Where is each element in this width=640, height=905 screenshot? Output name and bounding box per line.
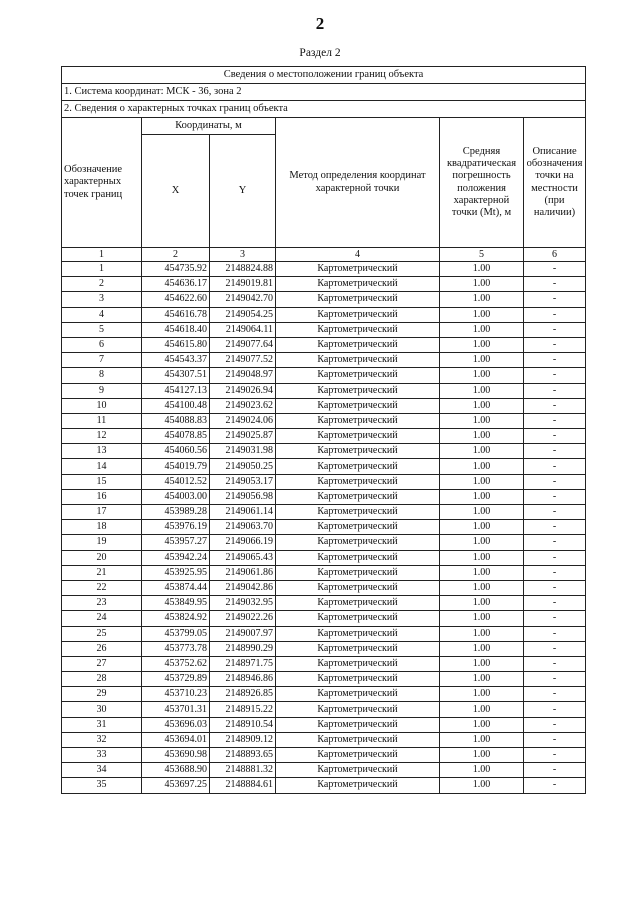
method-cell: Картометрический	[276, 641, 440, 656]
description-cell: -	[524, 656, 586, 671]
point-number-cell: 10	[62, 398, 142, 413]
table-row	[62, 672, 586, 687]
x-coordinate-cell: 454636.17	[142, 277, 210, 292]
description-cell: -	[524, 763, 586, 778]
error-cell: 1.00	[440, 596, 524, 611]
table-row	[62, 550, 586, 565]
x-coordinate-cell: 454078.85	[142, 429, 210, 444]
y-coordinate-cell: 2149054.25	[210, 307, 276, 322]
error-cell: 1.00	[440, 277, 524, 292]
method-cell: Картометрический	[276, 702, 440, 717]
x-coordinate-cell: 453688.90	[142, 763, 210, 778]
point-number-cell: 19	[62, 535, 142, 550]
point-number-cell: 3	[62, 292, 142, 307]
point-number-cell: 30	[62, 702, 142, 717]
x-coordinate-cell: 454543.37	[142, 353, 210, 368]
description-cell: -	[524, 368, 586, 383]
description-cell: -	[524, 322, 586, 337]
y-coordinate-cell: 2148893.65	[210, 748, 276, 763]
description-cell: -	[524, 717, 586, 732]
error-cell: 1.00	[440, 322, 524, 337]
x-coordinate-cell: 453694.01	[142, 732, 210, 747]
method-cell: Картометрический	[276, 565, 440, 580]
error-cell: 1.00	[440, 535, 524, 550]
error-cell: 1.00	[440, 550, 524, 565]
coordinate-system: 1. Система координат: МСК - 36, зона 2	[62, 84, 586, 101]
point-number-cell: 5	[62, 322, 142, 337]
y-coordinate-cell: 2149023.62	[210, 398, 276, 413]
table-row	[62, 429, 586, 444]
error-cell: 1.00	[440, 641, 524, 656]
point-number-cell: 25	[62, 626, 142, 641]
x-coordinate-cell: 454012.52	[142, 474, 210, 489]
description-cell: -	[524, 277, 586, 292]
point-number-cell: 2	[62, 277, 142, 292]
x-coordinate-cell: 453729.89	[142, 672, 210, 687]
error-cell: 1.00	[440, 474, 524, 489]
table-row	[62, 580, 586, 595]
description-cell: -	[524, 641, 586, 656]
table-row	[62, 520, 586, 535]
table-row	[62, 505, 586, 520]
method-cell: Картометрический	[276, 292, 440, 307]
method-cell: Картометрический	[276, 520, 440, 535]
point-number-cell: 28	[62, 672, 142, 687]
error-cell: 1.00	[440, 429, 524, 444]
method-cell: Картометрический	[276, 307, 440, 322]
point-number-cell: 26	[62, 641, 142, 656]
column-number: 3	[210, 248, 276, 262]
point-number-cell: 13	[62, 444, 142, 459]
method-cell: Картометрический	[276, 672, 440, 687]
x-coordinate-cell: 454618.40	[142, 322, 210, 337]
table-row	[62, 535, 586, 550]
y-coordinate-cell: 2149077.52	[210, 353, 276, 368]
point-number-cell: 4	[62, 307, 142, 322]
y-coordinate-cell: 2149050.25	[210, 459, 276, 474]
x-coordinate-cell: 453874.44	[142, 580, 210, 595]
point-number-cell: 12	[62, 429, 142, 444]
description-cell: -	[524, 565, 586, 580]
error-cell: 1.00	[440, 368, 524, 383]
error-cell: 1.00	[440, 398, 524, 413]
table-row	[62, 383, 586, 398]
point-number-cell: 18	[62, 520, 142, 535]
column-number: 1	[62, 248, 142, 262]
table-row	[62, 656, 586, 671]
y-coordinate-cell: 2149077.64	[210, 337, 276, 352]
y-coordinate-cell: 2148884.61	[210, 778, 276, 793]
x-coordinate-cell: 453957.27	[142, 535, 210, 550]
x-coordinate-cell: 453799.05	[142, 626, 210, 641]
point-number-cell: 34	[62, 763, 142, 778]
column-number: 6	[524, 248, 586, 262]
table-row	[62, 444, 586, 459]
y-coordinate-cell: 2149007.97	[210, 626, 276, 641]
y-coordinate-cell: 2149022.26	[210, 611, 276, 626]
error-cell: 1.00	[440, 489, 524, 504]
table-row	[62, 337, 586, 352]
error-cell: 1.00	[440, 459, 524, 474]
table-row	[62, 732, 586, 747]
point-number-cell: 23	[62, 596, 142, 611]
y-coordinate-cell: 2148881.32	[210, 763, 276, 778]
y-coordinate-cell: 2148910.54	[210, 717, 276, 732]
error-cell: 1.00	[440, 778, 524, 793]
y-coordinate-cell: 2149063.70	[210, 520, 276, 535]
x-coordinate-cell: 454003.00	[142, 489, 210, 504]
description-cell: -	[524, 398, 586, 413]
y-coordinate-cell: 2148926.85	[210, 687, 276, 702]
table-row	[62, 763, 586, 778]
method-cell: Картометрический	[276, 429, 440, 444]
x-coordinate-cell: 454060.56	[142, 444, 210, 459]
error-cell: 1.00	[440, 505, 524, 520]
description-cell: -	[524, 429, 586, 444]
y-coordinate-cell: 2149064.11	[210, 322, 276, 337]
table-row	[62, 277, 586, 292]
point-number-cell: 29	[62, 687, 142, 702]
header-x: X	[142, 135, 210, 248]
description-cell: -	[524, 262, 586, 277]
x-coordinate-cell: 453710.23	[142, 687, 210, 702]
y-coordinate-cell: 2149053.17	[210, 474, 276, 489]
description-cell: -	[524, 474, 586, 489]
table-row	[62, 778, 586, 793]
method-cell: Картометрический	[276, 322, 440, 337]
point-number-cell: 16	[62, 489, 142, 504]
y-coordinate-cell: 2148909.12	[210, 732, 276, 747]
y-coordinate-cell: 2149024.06	[210, 413, 276, 428]
error-cell: 1.00	[440, 672, 524, 687]
x-coordinate-cell: 454127.13	[142, 383, 210, 398]
points-caption: 2. Сведения о характерных точках границ объекта	[62, 101, 586, 118]
table-row	[62, 596, 586, 611]
point-number-cell: 31	[62, 717, 142, 732]
x-coordinate-cell: 453989.28	[142, 505, 210, 520]
description-cell: -	[524, 535, 586, 550]
point-number-cell: 17	[62, 505, 142, 520]
x-coordinate-cell: 453849.95	[142, 596, 210, 611]
x-coordinate-cell: 454622.60	[142, 292, 210, 307]
point-number-cell: 11	[62, 413, 142, 428]
table-row	[62, 353, 586, 368]
error-cell: 1.00	[440, 292, 524, 307]
page-number: 2	[315, 14, 325, 33]
error-cell: 1.00	[440, 626, 524, 641]
x-coordinate-cell: 453824.92	[142, 611, 210, 626]
x-coordinate-cell: 454019.79	[142, 459, 210, 474]
method-cell: Картометрический	[276, 732, 440, 747]
x-coordinate-cell: 454735.92	[142, 262, 210, 277]
x-coordinate-cell: 453696.03	[142, 717, 210, 732]
error-cell: 1.00	[440, 565, 524, 580]
description-cell: -	[524, 413, 586, 428]
error-cell: 1.00	[440, 656, 524, 671]
description-cell: -	[524, 748, 586, 763]
y-coordinate-cell: 2149031.98	[210, 444, 276, 459]
error-cell: 1.00	[440, 383, 524, 398]
point-number-cell: 7	[62, 353, 142, 368]
method-cell: Картометрический	[276, 687, 440, 702]
x-coordinate-cell: 454615.80	[142, 337, 210, 352]
method-cell: Картометрический	[276, 368, 440, 383]
table-row	[62, 398, 586, 413]
error-cell: 1.00	[440, 702, 524, 717]
description-cell: -	[524, 687, 586, 702]
y-coordinate-cell: 2149019.81	[210, 277, 276, 292]
method-cell: Картометрический	[276, 413, 440, 428]
method-cell: Картометрический	[276, 535, 440, 550]
column-number: 4	[276, 248, 440, 262]
method-cell: Картометрический	[276, 626, 440, 641]
x-coordinate-cell: 454100.48	[142, 398, 210, 413]
error-cell: 1.00	[440, 748, 524, 763]
point-number-cell: 35	[62, 778, 142, 793]
point-number-cell: 22	[62, 580, 142, 595]
description-cell: -	[524, 444, 586, 459]
method-cell: Картометрический	[276, 580, 440, 595]
table-row	[62, 717, 586, 732]
column-number: 2	[142, 248, 210, 262]
point-number-cell: 24	[62, 611, 142, 626]
method-cell: Картометрический	[276, 748, 440, 763]
y-coordinate-cell: 2148824.88	[210, 262, 276, 277]
point-number-cell: 21	[62, 565, 142, 580]
method-cell: Картометрический	[276, 459, 440, 474]
point-number-cell: 20	[62, 550, 142, 565]
method-cell: Картометрический	[276, 277, 440, 292]
method-cell: Картометрический	[276, 353, 440, 368]
boundary-points-table	[61, 66, 586, 794]
y-coordinate-cell: 2149025.87	[210, 429, 276, 444]
table-title: Сведения о местоположении границ объекта	[62, 67, 586, 84]
x-coordinate-cell: 453697.25	[142, 778, 210, 793]
y-coordinate-cell: 2149032.95	[210, 596, 276, 611]
y-coordinate-cell: 2149066.19	[210, 535, 276, 550]
header-description: Описание обозначения точки на местности (при наличии)	[524, 118, 586, 248]
error-cell: 1.00	[440, 580, 524, 595]
section-title: Раздел 2	[299, 47, 341, 59]
error-cell: 1.00	[440, 611, 524, 626]
description-cell: -	[524, 520, 586, 535]
description-cell: -	[524, 383, 586, 398]
x-coordinate-cell: 454307.51	[142, 368, 210, 383]
error-cell: 1.00	[440, 717, 524, 732]
header-coordinates: Координаты, м	[142, 118, 276, 135]
y-coordinate-cell: 2148990.29	[210, 641, 276, 656]
table-row	[62, 307, 586, 322]
method-cell: Картометрический	[276, 474, 440, 489]
method-cell: Картометрический	[276, 383, 440, 398]
description-cell: -	[524, 580, 586, 595]
method-cell: Картометрический	[276, 596, 440, 611]
point-number-cell: 27	[62, 656, 142, 671]
error-cell: 1.00	[440, 687, 524, 702]
y-coordinate-cell: 2149048.97	[210, 368, 276, 383]
point-number-cell: 33	[62, 748, 142, 763]
method-cell: Картометрический	[276, 489, 440, 504]
x-coordinate-cell: 454088.83	[142, 413, 210, 428]
description-cell: -	[524, 550, 586, 565]
description-cell: -	[524, 611, 586, 626]
x-coordinate-cell: 453690.98	[142, 748, 210, 763]
method-cell: Картометрический	[276, 763, 440, 778]
method-cell: Картометрический	[276, 337, 440, 352]
y-coordinate-cell: 2149042.70	[210, 292, 276, 307]
table-row	[62, 292, 586, 307]
error-cell: 1.00	[440, 732, 524, 747]
x-coordinate-cell: 453942.24	[142, 550, 210, 565]
x-coordinate-cell: 453976.19	[142, 520, 210, 535]
description-cell: -	[524, 702, 586, 717]
x-coordinate-cell: 453701.31	[142, 702, 210, 717]
y-coordinate-cell: 2148971.75	[210, 656, 276, 671]
table-row	[62, 641, 586, 656]
header-method: Метод определения координат характерной точки	[276, 118, 440, 248]
header-y: Y	[210, 135, 276, 248]
method-cell: Картометрический	[276, 262, 440, 277]
table-row	[62, 474, 586, 489]
table-row	[62, 687, 586, 702]
y-coordinate-cell: 2148915.22	[210, 702, 276, 717]
point-number-cell: 8	[62, 368, 142, 383]
column-number: 5	[440, 248, 524, 262]
x-coordinate-cell: 453773.78	[142, 641, 210, 656]
point-number-cell: 32	[62, 732, 142, 747]
point-number-cell: 9	[62, 383, 142, 398]
method-cell: Картометрический	[276, 505, 440, 520]
x-coordinate-cell: 453752.62	[142, 656, 210, 671]
y-coordinate-cell: 2149065.43	[210, 550, 276, 565]
y-coordinate-cell: 2149042.86	[210, 580, 276, 595]
table-row	[62, 565, 586, 580]
table-row	[62, 413, 586, 428]
method-cell: Картометрический	[276, 444, 440, 459]
y-coordinate-cell: 2148946.86	[210, 672, 276, 687]
y-coordinate-cell: 2149061.14	[210, 505, 276, 520]
x-coordinate-cell: 454616.78	[142, 307, 210, 322]
description-cell: -	[524, 732, 586, 747]
y-coordinate-cell: 2149061.86	[210, 565, 276, 580]
method-cell: Картометрический	[276, 778, 440, 793]
description-cell: -	[524, 596, 586, 611]
table-row	[62, 748, 586, 763]
description-cell: -	[524, 626, 586, 641]
error-cell: 1.00	[440, 337, 524, 352]
error-cell: 1.00	[440, 444, 524, 459]
point-number-cell: 1	[62, 262, 142, 277]
table-row	[62, 262, 586, 277]
description-cell: -	[524, 505, 586, 520]
point-number-cell: 14	[62, 459, 142, 474]
header-designation: Обозначение характерных точек границ	[62, 118, 142, 248]
description-cell: -	[524, 459, 586, 474]
table-row	[62, 368, 586, 383]
y-coordinate-cell: 2149056.98	[210, 489, 276, 504]
table-row	[62, 489, 586, 504]
table-row	[62, 626, 586, 641]
method-cell: Картометрический	[276, 611, 440, 626]
description-cell: -	[524, 353, 586, 368]
description-cell: -	[524, 337, 586, 352]
table-row	[62, 459, 586, 474]
description-cell: -	[524, 292, 586, 307]
error-cell: 1.00	[440, 307, 524, 322]
table-row	[62, 702, 586, 717]
description-cell: -	[524, 672, 586, 687]
description-cell: -	[524, 778, 586, 793]
method-cell: Картометрический	[276, 656, 440, 671]
table-row	[62, 611, 586, 626]
x-coordinate-cell: 453925.95	[142, 565, 210, 580]
description-cell: -	[524, 489, 586, 504]
y-coordinate-cell: 2149026.94	[210, 383, 276, 398]
error-cell: 1.00	[440, 763, 524, 778]
error-cell: 1.00	[440, 520, 524, 535]
error-cell: 1.00	[440, 262, 524, 277]
method-cell: Картометрический	[276, 550, 440, 565]
description-cell: -	[524, 307, 586, 322]
point-number-cell: 15	[62, 474, 142, 489]
method-cell: Картометрический	[276, 398, 440, 413]
point-number-cell: 6	[62, 337, 142, 352]
method-cell: Картометрический	[276, 717, 440, 732]
error-cell: 1.00	[440, 413, 524, 428]
header-error: Средняя квадратическая погрешность положения характерной точки (Mt), м	[440, 118, 524, 248]
error-cell: 1.00	[440, 353, 524, 368]
table-row	[62, 322, 586, 337]
